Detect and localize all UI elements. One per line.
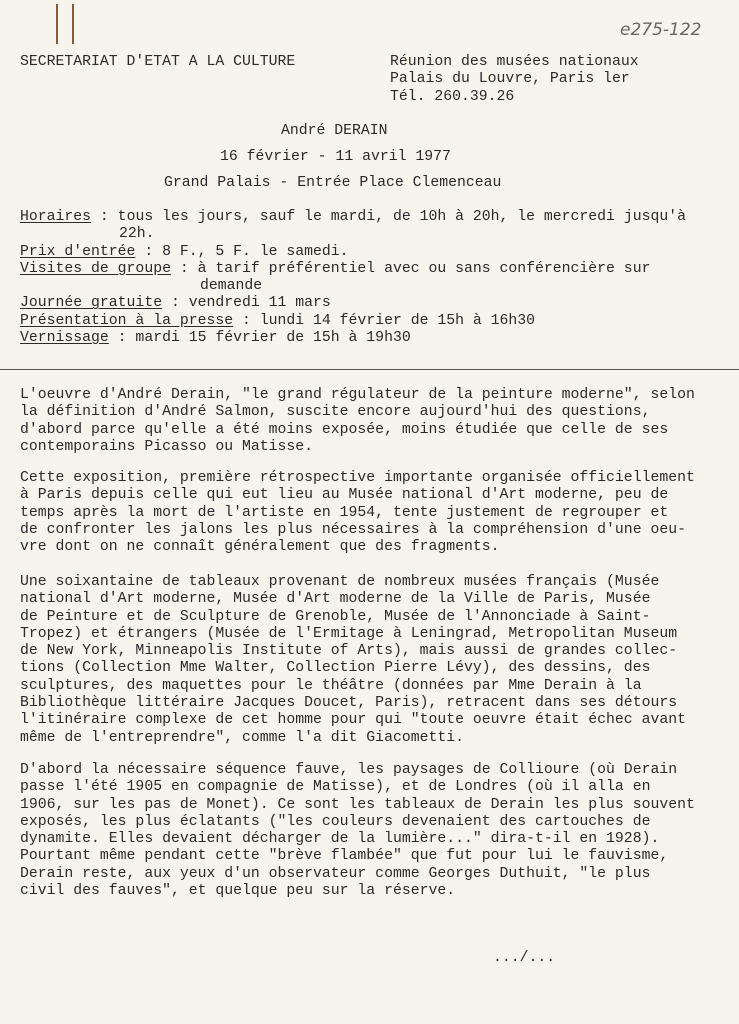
text-line: passe l'été 1905 en compagnie de Matisse), et de Londres (où il alla en [20,779,651,796]
text-line: contemporains Picasso ou Matisse. [20,438,314,455]
text-line: la définition d'André Salmon, suscite encore aujourd'hui des questions, [20,404,651,421]
paragraph [20,574,686,747]
text-line: Tropez) et étrangers (Musée de l'Ermitage à Leningrad, Metropolitan Museum [20,625,678,642]
text-line: de New York, Minneapolis Institute of Arts), mais aussi de grandes collec- [20,643,678,660]
info-hours-cont: 22h. [119,226,155,243]
text-line: Cette exposition, première rétrospective importante organisée officiellement [20,470,695,486]
text-line: exposés, les plus éclatants ("les couleurs devenaient des cartouches de [20,813,651,830]
info-groups-cont: demande [200,278,263,295]
divider [0,369,739,370]
text-line: de Peinture et de Sculpture de Grenoble, Musée de l'Annonciade à Saint- [20,608,651,625]
binder-mark [72,4,74,44]
handwritten-reference: e275-122 [620,20,702,40]
text-line: Derain reste, aux yeux d'un observateur comme Georges Duthuit, "le plus [20,865,651,882]
binder-mark [56,4,58,44]
info-opening: Vernissage : mardi 15 février de 15h à 19h30 [20,330,411,347]
text-line: Pourtant même pendant cette "brève flambée" que fut pour lui le fauvisme, [20,848,669,865]
exhibition-venue: Grand Palais - Entrée Place Clemenceau [164,175,502,191]
phone-line: Tél. 260.39.26 [390,88,515,105]
paragraph [20,762,695,900]
text-line: temps après la mort de l'artiste en 1954, tente justement de regrouper et [20,504,669,521]
text-line: sculptures, des maquettes pour le théâtre (données par Mme Derain à la [20,677,642,694]
ministry-name: SECRETARIAT D'ETAT A LA CULTURE [20,54,296,70]
text-line: national d'Art moderne, Musée d'Art moderne de la Ville de Paris, Musée [20,591,651,608]
text-line: Bibliothèque littéraire Jacques Doucet, Paris), retracent dans ses détours [20,695,678,712]
exhibition-dates: 16 février - 11 avril 1977 [220,149,451,165]
text-line: Une soixantaine de tableaux provenant de nombreux musées français (Musée [20,574,660,590]
info-price: Prix d'entrée : 8 F., 5 F. le samedi. [20,243,349,260]
text-line: d'abord parce qu'elle a été moins exposée, moins étudiée que celle de ses [20,421,669,438]
address-line: Palais du Louvre, Paris ler [390,71,630,88]
info-free-day: Journée gratuite : vendredi 11 mars [20,295,331,312]
text-line: même de l'entreprendre", comme l'a dit Giacometti. [20,729,464,746]
continuation-mark: .../... [493,950,556,966]
text-line: de confronter les jalons les plus nécessaires à la compréhension d'une oeu- [20,521,686,538]
text-line: l'itinéraire complexe de cet homme pour qui "toute oeuvre était échec avant [20,712,686,729]
text-line: civil des fauves", et quelque peu sur la réserve. [20,883,456,900]
paragraph [20,387,695,456]
text-line: 1906, sur les pas de Monet). Ce sont les tableaux de Derain les plus souvent [20,796,695,813]
info-groups: Visites de groupe : à tarif préférentiel avec ou sans conférencière sur [20,260,651,277]
text-line: L'oeuvre d'André Derain, "le grand régulateur de la peinture moderne", selon [20,387,695,403]
text-line: à Paris depuis celle qui eut lieu au Musée national d'Art moderne, peu de [20,487,669,504]
text-line: D'abord la nécessaire séquence fauve, les paysages de Collioure (où Derain [20,762,678,778]
info-hours: Horaires : tous les jours, sauf le mardi, de 10h à 20h, le mercredi jusqu'à [20,209,686,225]
practical-info [20,209,686,347]
artist-title: André DERAIN [281,123,388,139]
info-press: Présentation à la presse : lundi 14 février de 15h à 16h30 [20,312,536,329]
address-block [390,54,639,106]
text-line: tions (Collection Mme Walter, Collection Pierre Lévy), des dessins, des [20,660,651,677]
text-line: vre dont on ne connaît généralement que des fragments. [20,539,500,556]
paragraph [20,470,695,556]
text-line: dynamite. Elles devaient décharger de la lumière..." dira-t-il en 1928). [20,831,660,848]
address-line: Réunion des musées nationaux [390,54,639,70]
